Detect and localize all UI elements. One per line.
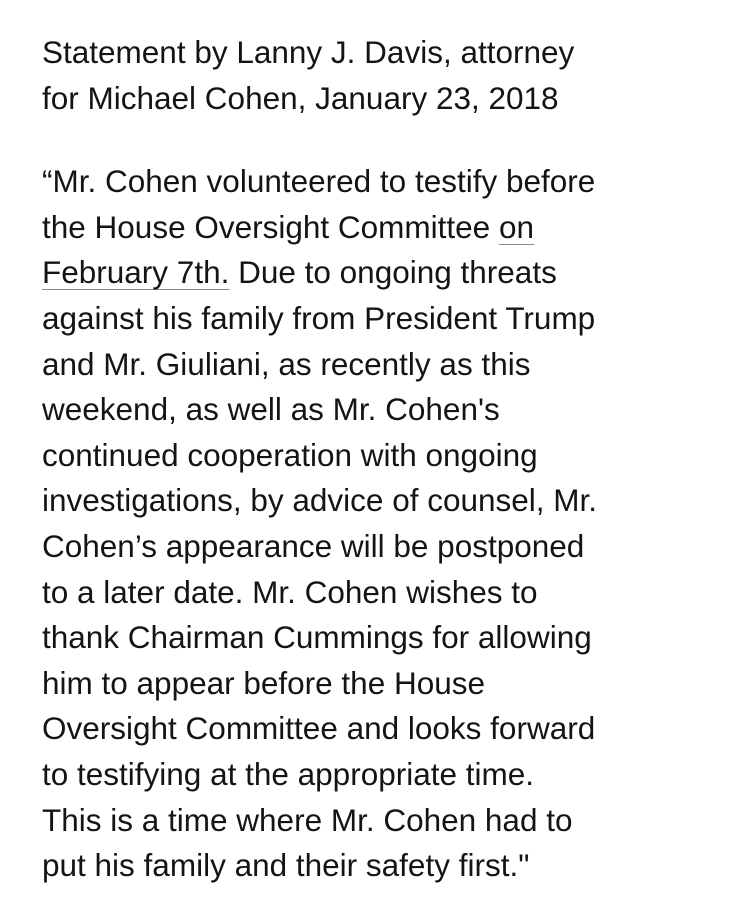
body-line: Cohen’s appearance will be postponed: [42, 527, 585, 564]
date-link[interactable]: February 7th.: [42, 254, 230, 291]
body-text: Due to ongoing threats: [229, 254, 557, 291]
body-line: [42, 250, 732, 296]
body-line: [42, 205, 732, 251]
date-link[interactable]: on: [498, 208, 534, 245]
statement-body: [42, 159, 732, 889]
body-line: to testifying at the appropriate time.: [42, 755, 535, 792]
statement-document: [42, 30, 732, 889]
body-line: weekend, as well as Mr. Cohen's: [42, 391, 500, 428]
body-line: “Mr. Cohen volunteered to testify before: [42, 163, 596, 200]
header-line: for Michael Cohen, January 23, 2018: [42, 79, 559, 116]
paragraph-gap: [42, 121, 732, 159]
body-line: to a later date. Mr. Cohen wishes to: [42, 573, 538, 610]
header-line: Statement by Lanny J. Davis, attorney: [42, 34, 575, 70]
body-line: Oversight Committee and looks forward: [42, 710, 596, 747]
body-line: and Mr. Giuliani, as recently as this: [42, 345, 531, 382]
statement-header: [42, 30, 732, 121]
body-line: against his family from President Trump: [42, 299, 596, 336]
body-line: This is a time where Mr. Cohen had to: [42, 801, 573, 838]
body-text: the House Oversight Committee: [42, 208, 499, 245]
body-line: continued cooperation with ongoing: [42, 436, 538, 473]
body-line: him to appear before the House: [42, 664, 486, 701]
body-line: investigations, by advice of counsel, Mr.: [42, 482, 598, 519]
body-line: put his family and their safety first.": [42, 847, 530, 884]
body-line: thank Chairman Cummings for allowing: [42, 619, 592, 656]
